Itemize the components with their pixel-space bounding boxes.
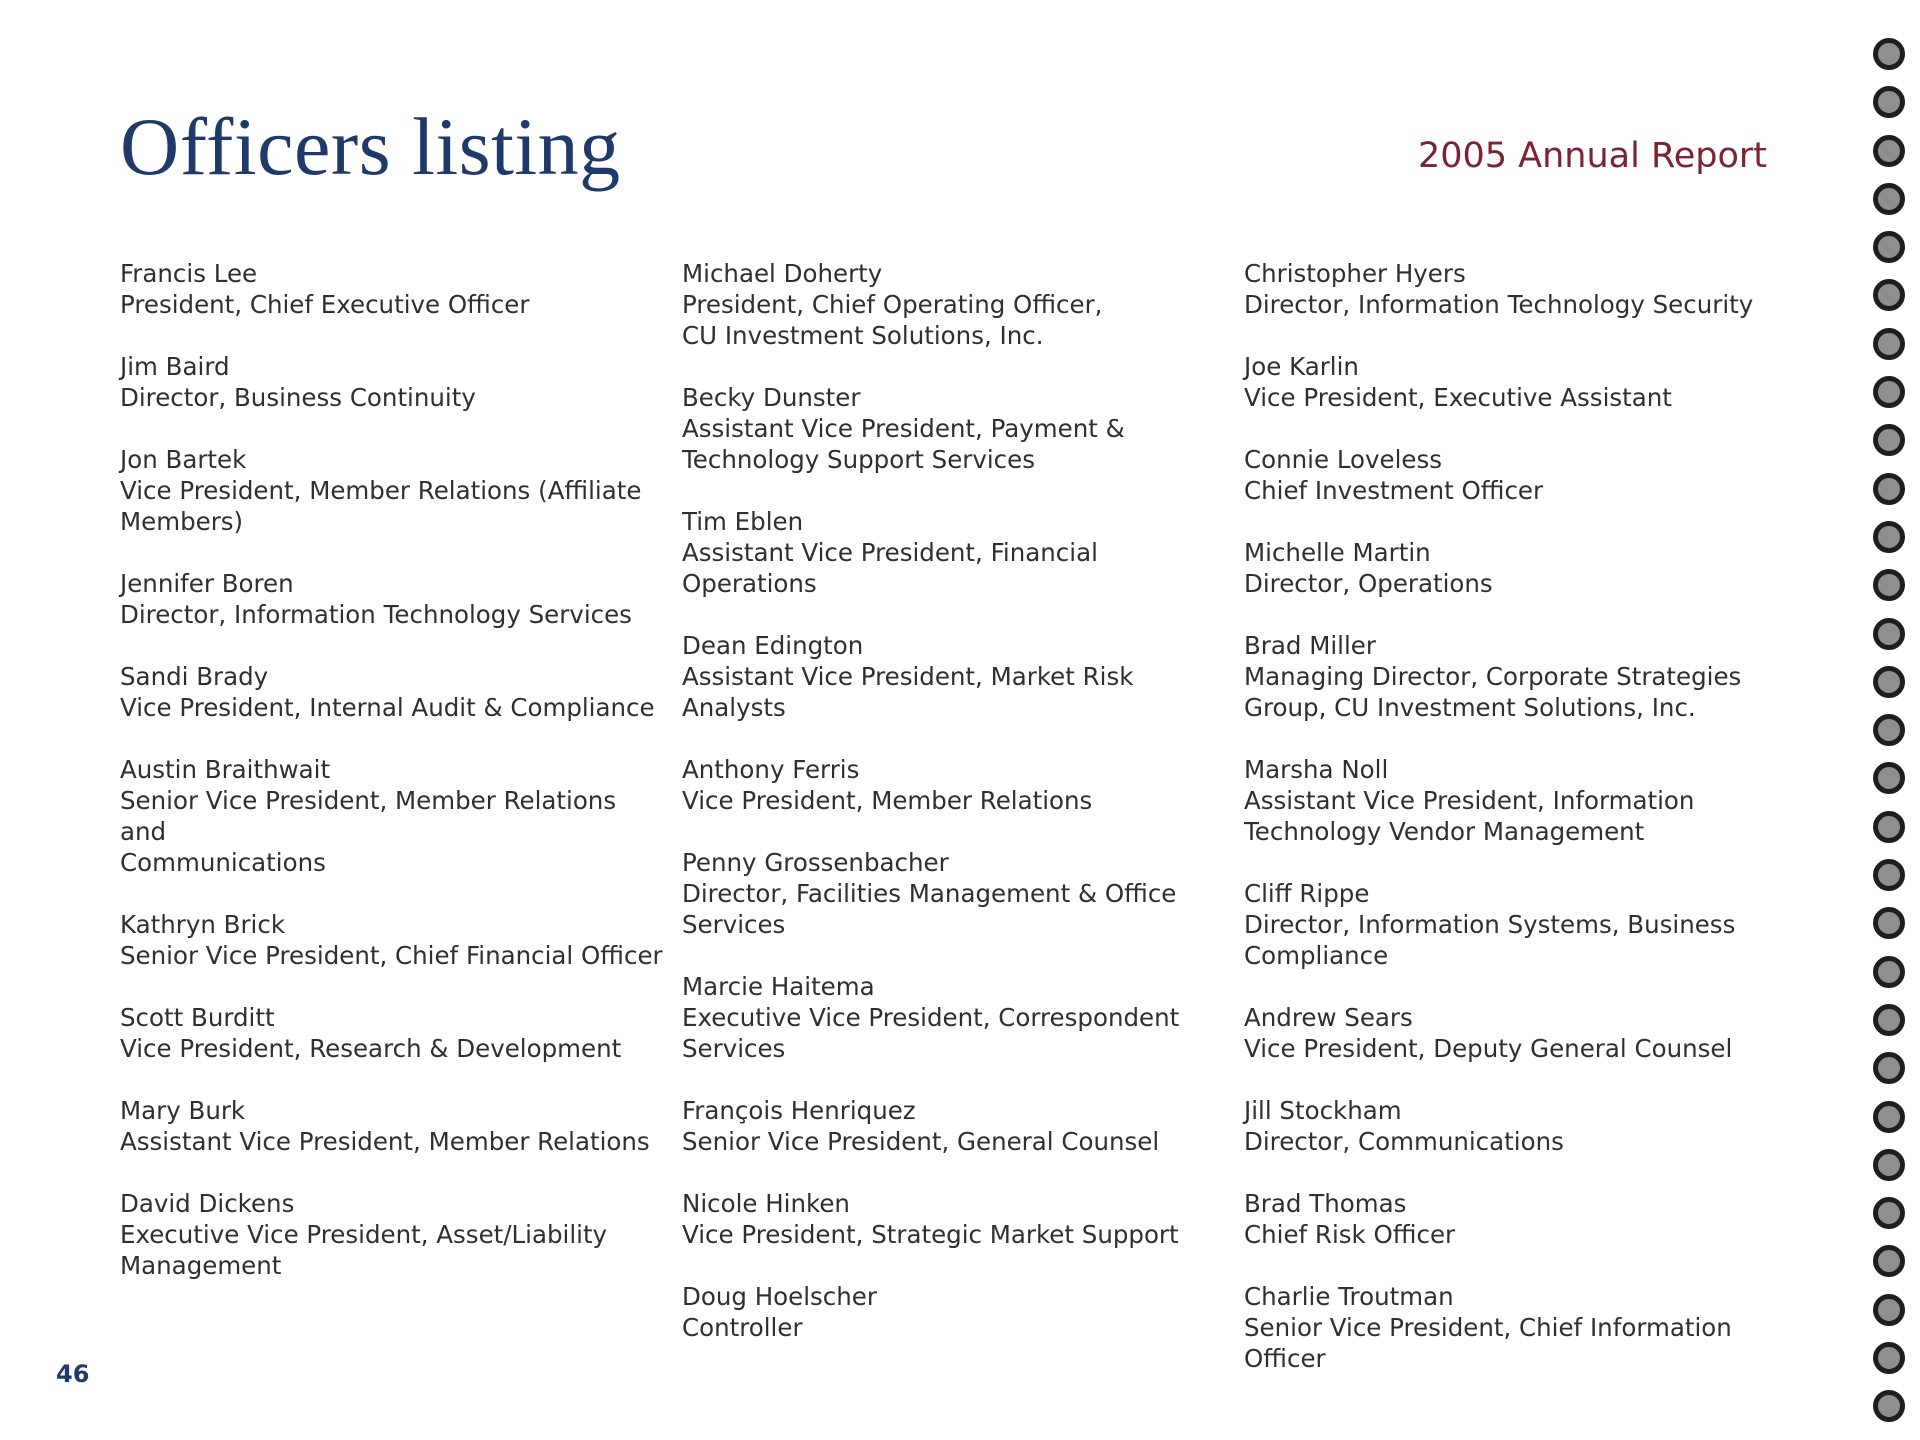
officer-entry <box>120 568 665 630</box>
binding-ring-icon <box>1873 569 1905 601</box>
officer-entry <box>1244 537 1789 599</box>
officer-name: Tim Eblen <box>682 507 804 536</box>
officer-entry <box>120 444 665 537</box>
officer-name: Charlie Troutman <box>1244 1282 1454 1311</box>
binding-ring-icon <box>1873 1004 1905 1036</box>
binding-ring-icon <box>1873 521 1905 553</box>
officer-entry <box>1244 444 1789 506</box>
officer-title: Vice President, Deputy General Counsel <box>1244 1034 1733 1063</box>
binding-ring-icon <box>1873 907 1905 939</box>
officer-title: Chief Risk Officer <box>1244 1220 1456 1249</box>
officer-title: Vice President, Research & Development <box>120 1034 622 1063</box>
officer-entry <box>682 630 1227 723</box>
officer-entry <box>120 1002 665 1064</box>
officer-name: Scott Burditt <box>120 1003 275 1032</box>
officer-entry <box>1244 630 1789 723</box>
officer-name: Brad Thomas <box>1244 1189 1407 1218</box>
officer-title: Vice President, Internal Audit & Compliance <box>120 693 655 722</box>
officer-entry <box>682 506 1227 599</box>
officer-title: Director, Information Systems, Business Compliance <box>1244 910 1736 970</box>
officer-entry <box>682 754 1227 816</box>
officer-name: Kathryn Brick <box>120 910 286 939</box>
binding-ring-icon <box>1873 135 1905 167</box>
officer-entry <box>682 1095 1227 1157</box>
officer-entry <box>120 1188 665 1281</box>
officer-entry <box>1244 1002 1789 1064</box>
page-number: 46 <box>56 1360 90 1388</box>
officer-title: Director, Business Continuity <box>120 383 476 412</box>
officer-title: Director, Facilities Management & Office Services <box>682 879 1177 939</box>
officer-name: Jill Stockham <box>1244 1096 1402 1125</box>
officer-title: Assistant Vice President, Financial Operations <box>682 538 1098 598</box>
officer-entry <box>120 1095 665 1157</box>
officer-title: Managing Director, Corporate Strategies Group, CU Investment Solutions, Inc. <box>1244 662 1742 722</box>
officer-name: Connie Loveless <box>1244 445 1443 474</box>
officer-name: Jennifer Boren <box>120 569 294 598</box>
officer-name: Michelle Martin <box>1244 538 1431 567</box>
officer-name: Doug Hoelscher <box>682 1282 877 1311</box>
officer-entry <box>1244 1281 1789 1374</box>
officer-title: President, Chief Operating Officer, CU Investment Solutions, Inc. <box>682 290 1103 350</box>
binding-ring-icon <box>1873 183 1905 215</box>
officer-name: Michael Doherty <box>682 259 883 288</box>
officer-entry <box>1244 878 1789 971</box>
officer-title: Director, Information Technology Services <box>120 600 632 629</box>
officer-entry <box>120 351 665 413</box>
officer-title: Director, Communications <box>1244 1127 1564 1156</box>
binding-ring-icon <box>1873 86 1905 118</box>
officer-entry <box>1244 1095 1789 1157</box>
officer-entry <box>1244 754 1789 847</box>
binding-ring-icon <box>1873 1245 1905 1277</box>
officer-name: Anthony Ferris <box>682 755 860 784</box>
officer-name: Jim Baird <box>120 352 230 381</box>
officer-name: Christopher Hyers <box>1244 259 1466 288</box>
binding-ring-icon <box>1873 618 1905 650</box>
report-label: 2005 Annual Report <box>1417 136 1767 176</box>
officer-name: Becky Dunster <box>682 383 861 412</box>
officer-name: Marsha Noll <box>1244 755 1389 784</box>
officer-title: Assistant Vice President, Payment & Technology Support Services <box>682 414 1125 474</box>
officer-name: David Dickens <box>120 1189 295 1218</box>
officer-title: Assistant Vice President, Information Technology Vendor Management <box>1244 786 1695 846</box>
officer-name: Brad Miller <box>1244 631 1376 660</box>
officer-title: Senior Vice President, Chief Financial Officer <box>120 941 663 970</box>
officer-title: Vice President, Member Relations <box>682 786 1093 815</box>
officer-title: Senior Vice President, Chief Information Officer <box>1244 1313 1732 1373</box>
officer-title: Director, Information Technology Security <box>1244 290 1754 319</box>
binding-ring-icon <box>1873 762 1905 794</box>
binding-ring-icon <box>1873 714 1905 746</box>
binding-ring-icon <box>1873 231 1905 263</box>
binding-ring-icon <box>1873 1294 1905 1326</box>
officer-entry <box>120 661 665 723</box>
binding-ring-icon <box>1873 473 1905 505</box>
binding-ring-icon <box>1873 666 1905 698</box>
officer-entry <box>682 1188 1227 1250</box>
binding-ring-icon <box>1873 956 1905 988</box>
officer-name: Jon Bartek <box>120 445 247 474</box>
officer-entry <box>682 847 1227 940</box>
binding-ring-icon <box>1873 1101 1905 1133</box>
officer-title: Chief Investment Officer <box>1244 476 1544 505</box>
officer-name: Mary Burk <box>120 1096 246 1125</box>
officer-title: Director, Operations <box>1244 569 1493 598</box>
officer-entry <box>120 258 665 320</box>
officer-title: Senior Vice President, Member Relations and Communications <box>120 786 617 877</box>
binding-ring-icon <box>1873 859 1905 891</box>
page-title: Officers listing <box>120 101 621 192</box>
binding-ring-icon <box>1873 38 1905 70</box>
officer-column-3 <box>1244 258 1789 1405</box>
officer-name: Austin Braithwait <box>120 755 331 784</box>
officer-title: Vice President, Strategic Market Support <box>682 1220 1179 1249</box>
spiral-binding <box>1873 38 1907 1439</box>
binding-ring-icon <box>1873 1149 1905 1181</box>
officer-name: Dean Edington <box>682 631 864 660</box>
officer-entry <box>120 909 665 971</box>
binding-ring-icon <box>1873 279 1905 311</box>
officer-entry <box>1244 1188 1789 1250</box>
officer-name: Sandi Brady <box>120 662 269 691</box>
officer-title: Vice President, Executive Assistant <box>1244 383 1672 412</box>
officer-title: Senior Vice President, General Counsel <box>682 1127 1160 1156</box>
officer-title: Assistant Vice President, Member Relations <box>120 1127 650 1156</box>
binding-ring-icon <box>1873 1390 1905 1422</box>
binding-ring-icon <box>1873 1197 1905 1229</box>
binding-ring-icon <box>1873 811 1905 843</box>
officer-entry <box>682 258 1227 351</box>
officer-title: Executive Vice President, Correspondent Services <box>682 1003 1180 1063</box>
binding-ring-icon <box>1873 376 1905 408</box>
officer-name: Francis Lee <box>120 259 258 288</box>
officer-entry <box>682 971 1227 1064</box>
officer-column-1 <box>120 258 665 1312</box>
officer-title: Controller <box>682 1313 803 1342</box>
binding-ring-icon <box>1873 1342 1905 1374</box>
officer-entry <box>682 1281 1227 1343</box>
officer-name: Andrew Sears <box>1244 1003 1413 1032</box>
officer-column-2 <box>682 258 1227 1374</box>
officer-name: Nicole Hinken <box>682 1189 850 1218</box>
binding-ring-icon <box>1873 328 1905 360</box>
officer-name: Joe Karlin <box>1244 352 1359 381</box>
binding-ring-icon <box>1873 1052 1905 1084</box>
officer-entry <box>682 382 1227 475</box>
officer-name: Marcie Haitema <box>682 972 875 1001</box>
binding-ring-icon <box>1873 424 1905 456</box>
officer-title: Executive Vice President, Asset/Liability Management <box>120 1220 608 1280</box>
officer-name: François Henriquez <box>682 1096 916 1125</box>
officer-name: Cliff Rippe <box>1244 879 1370 908</box>
officer-entry <box>120 754 665 878</box>
officer-title: Assistant Vice President, Market Risk Analysts <box>682 662 1134 722</box>
officer-entry <box>1244 258 1789 320</box>
officer-title: Vice President, Member Relations (Affiliate Members) <box>120 476 642 536</box>
officer-name: Penny Grossenbacher <box>682 848 949 877</box>
officer-title: President, Chief Executive Officer <box>120 290 530 319</box>
officer-entry <box>1244 351 1789 413</box>
